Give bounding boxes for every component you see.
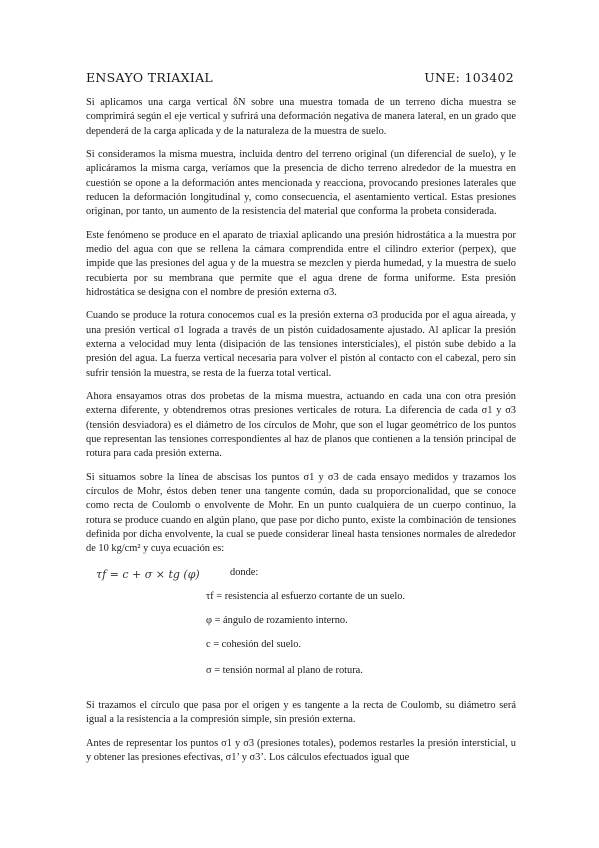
document-title: ENSAYO TRIAXIAL <box>86 70 213 85</box>
paragraph: Ahora ensayamos otras dos probetas de la misma muestra, actuando en cada una con otra presión externa diferente, y obtendremos otras presiones verticales de rotura. La diferencia de cada σ1 y σ3 (tensión desviadora) es el diámetro de los círculos de Mohr, que son el lugar geométrico de los puntos que representan las tensiones correspondientes al haz de planos que contienen a la tensión principal de rotura para cada presión externa. <box>86 391 516 460</box>
coulomb-equation: τf = c + σ × tg (φ) <box>96 567 200 581</box>
paragraph: Antes de representar los puntos σ1 y σ3 (presiones totales), podemos restarles la presión intersticial, u y obtener las presiones efectivas, σ1’ y σ3’. Los cálculos efectuados igual que <box>86 737 516 763</box>
document-body <box>86 96 516 774</box>
definition-tau: τf = resistencia al esfuerzo cortante de un suelo. <box>206 590 406 602</box>
definition-c: c = cohesión del suelo. <box>206 638 302 650</box>
paragraph: Si situamos sobre la línea de abscisas los puntos σ1 y σ3 de cada ensayo medidos y trazamos los círculos de Mohr, éstos deben tener una tangente común, dada su proporcionalidad, que se conoce como recta de Coulomb o envolvente de Mohr. En un punto cualquiera de un cuerpo continuo, la rotura se produce cuando en algún plano, que pase por dicho punto, existe la combinación de tensiones definida por dicha envolvente, la cual se puede considerar lineal hasta tensiones normales de alrededor de 10 kg/cm² y cuya ecuación es: <box>86 471 516 555</box>
paragraph: Si trazamos el círculo que pasa por el origen y es tangente a la recta de Coulomb, su diámetro será igual a la resistencia a la compresión simple, sin presión externa. <box>86 699 516 726</box>
paragraph: Si aplicamos una carga vertical δN sobre una muestra tomada de un terreno dicha muestra se comprimirá según el eje vertical y sufrirá una deformación negativa de manera lateral, en un grado que dependerá de la carga aplicada y de la naturaleza de la muestra de suelo. <box>86 97 516 137</box>
coulomb-formula-block <box>86 566 516 692</box>
paragraph: Cuando se produce la rotura conocemos cual es la presión externa σ3 producida por el agua aireada, y una presión vertical σ1 lograda a través de un pistón cuidadosamente ajustado. Al aplicar la presión externa a velocidad muy lenta (disipación de las tensiones intersticiales), el pistón sube debido a la presión del agua. La fuerza vertical necesaria para volver el pistón al contacto con el cabezal, pero sin sufrir tensión la muestra, se resta de la fuerza total vertical. <box>86 310 516 379</box>
paragraph: Si consideramos la misma muestra, incluida dentro del terreno original (un diferencial de suelo), y le aplicáramos la misma carga, veríamos que la presencia de dicho terreno alrededor de la muestra en cuestión se opone a la deformación antes mencionada y reacciona, provocando presiones laterales que reducen la deformación longitudinal y, como consecuencia, el asentamiento vertical. Estas presiones originan, por tanto, un aumento de la resistencia del material que conforma la probeta considerada. <box>86 149 516 218</box>
page-header <box>86 70 514 88</box>
paragraph: Este fenómeno se produce en el aparato de triaxial aplicando una presión hidrostática a la muestra por medio del agua con que se rellena la cámara comprendida entre el cilindro exterior (perpex), que impide que las presiones del agua y de la muestra se mezclen y pierda humedad, y la muestra de suelo recubierta por su membrana que permite que el agua drene de forma uniforme. Esta presión hidrostática se designa con el nombre de presión externa σ3. <box>86 229 516 298</box>
formula-where-label: donde: <box>230 566 259 578</box>
definition-phi: φ = ángulo de rozamiento interno. <box>206 614 348 626</box>
definition-sigma: σ = tensión normal al plano de rotura. <box>206 664 363 676</box>
standard-code: UNE: 103402 <box>424 70 514 85</box>
